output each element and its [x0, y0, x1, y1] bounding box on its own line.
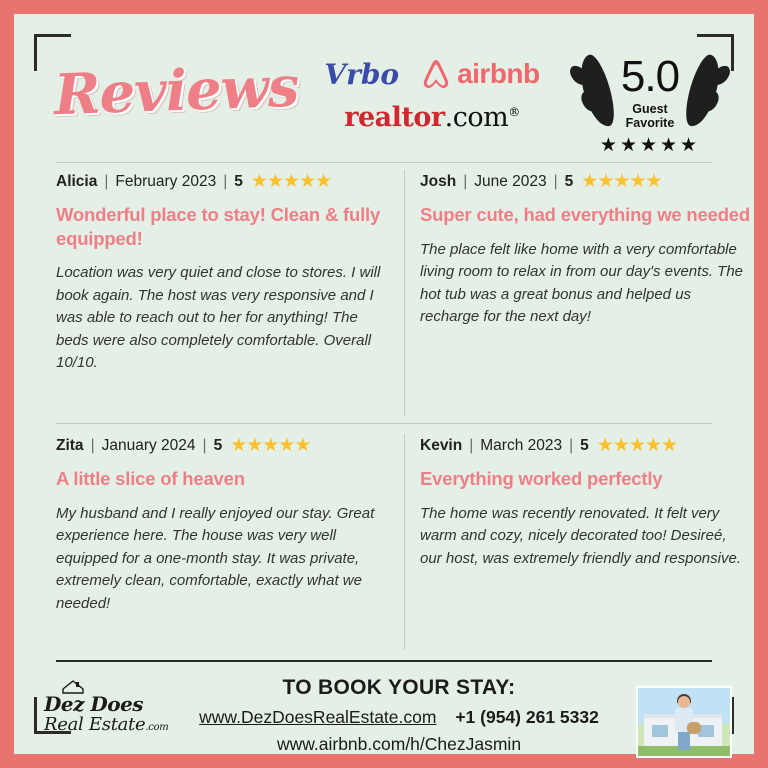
- review-meta: [420, 434, 750, 457]
- brand-logo-dez-does: [44, 692, 184, 748]
- meta-separator: |: [223, 172, 228, 190]
- review-meta: [420, 170, 750, 193]
- vrbo-logo: Vrbo: [324, 57, 400, 91]
- guest-favorite-badge: [580, 50, 720, 168]
- airbnb-listing-link[interactable]: www.airbnb.com/h/ChezJasmin: [276, 734, 522, 754]
- meta-separator: |: [202, 436, 207, 454]
- photo-dog: [687, 722, 701, 734]
- divider-middle: [56, 423, 712, 424]
- review-card: [420, 170, 750, 329]
- divider-footer: [56, 660, 712, 662]
- phone-number[interactable]: +1 (954) 261 5332: [455, 707, 599, 727]
- reviewer-name: Alicia: [56, 172, 98, 190]
- meta-separator: |: [469, 436, 474, 454]
- logo-line-2: [44, 714, 184, 735]
- registered-mark: ®: [508, 105, 520, 119]
- photo-host-head: [678, 696, 690, 708]
- divider-top: [56, 162, 712, 163]
- review-title: Everything worked perfectly: [420, 468, 663, 489]
- review-date: January 2024: [101, 436, 196, 454]
- logo-line-2-text: Real Estate: [44, 714, 146, 735]
- meta-separator: |: [569, 436, 574, 454]
- meta-separator: |: [90, 436, 95, 454]
- badge-label-line2: Favorite: [625, 116, 675, 130]
- review-date: February 2023: [115, 172, 217, 190]
- review-body: Location was very quiet and close to stores. I will book again. The host was very responsive and I was able to reach out to her for anything! The beds were also completely comfortable. Overall 10/10.: [56, 264, 381, 372]
- photo-host-legs: [678, 732, 690, 750]
- brand-row-primary: [282, 52, 582, 96]
- logo-dotcom: .com: [145, 722, 169, 733]
- review-body: My husband and I really enjoyed our stay. Great experience here. The house was very well equipped for a one-month stay. It was private, extremely clean, comfortable, exactly what we needed!: [56, 504, 375, 612]
- review-body: The home was recently renovated. It felt very warm and cozy, nicely decorated too! Desireé, our host, was extremely friendly and responsive.: [420, 504, 741, 567]
- review-title: A little slice of heaven: [56, 468, 245, 489]
- review-stars: ★★★★★: [230, 435, 311, 456]
- meta-separator: |: [463, 172, 468, 190]
- review-body: The place felt like home with a very comfortable living room to relax in from our day's events. The hot tub was a great bonus and helped us recharge for the next day!: [420, 240, 743, 326]
- divider-vertical-top: [404, 170, 405, 416]
- badge-label: [580, 102, 720, 130]
- reviewer-name: Josh: [420, 172, 457, 190]
- host-photo: [636, 686, 732, 758]
- review-stars: ★★★★★: [250, 171, 332, 192]
- review-stars: ★★★★★: [596, 435, 677, 456]
- review-card: [56, 434, 386, 615]
- page-title: Reviews: [52, 53, 300, 129]
- header: [14, 36, 754, 156]
- footer: [14, 668, 754, 754]
- booking-info: [184, 676, 614, 755]
- review-title: Wonderful place to stay! Clean & fully equipped!: [56, 204, 381, 249]
- review-rating-value: 5: [564, 172, 574, 190]
- contact-row: [184, 707, 614, 728]
- badge-label-line1: Guest: [632, 102, 668, 116]
- brand-logos: [282, 52, 582, 133]
- divider-vertical-bottom: [404, 434, 405, 650]
- review-date: March 2023: [480, 436, 563, 454]
- review-stars: ★★★★★: [581, 171, 662, 192]
- review-title: Super cute, had everything we needed: [420, 204, 751, 225]
- badge-score: 5.0: [620, 52, 680, 101]
- booking-heading: TO BOOK YOUR STAY:: [282, 676, 516, 699]
- review-rating-value: 5: [234, 172, 243, 190]
- review-meta: [56, 170, 386, 193]
- review-card: [420, 434, 750, 570]
- realtor-dotcom: .com: [444, 102, 509, 133]
- review-rating-value: 5: [580, 436, 589, 454]
- airbnb-logo: [421, 58, 540, 90]
- badge-stars: ★★★★★: [599, 135, 701, 156]
- meta-separator: |: [104, 172, 109, 190]
- poster-card: [14, 14, 754, 754]
- realtor-word: realtor: [344, 102, 445, 133]
- reviewer-name: Zita: [56, 436, 84, 454]
- review-date: June 2023: [474, 172, 547, 190]
- reviewer-name: Kevin: [420, 436, 463, 454]
- airbnb-wordmark: airbnb: [457, 58, 540, 89]
- review-card: [56, 170, 386, 375]
- logo-line-1: Dez Does: [44, 692, 144, 716]
- meta-separator: |: [553, 172, 558, 190]
- review-rating-value: 5: [213, 436, 223, 454]
- review-meta: [56, 434, 386, 457]
- airbnb-belo-icon: [421, 58, 451, 90]
- website-link[interactable]: www.DezDoesRealEstate.com: [199, 707, 437, 727]
- realtor-logo: [282, 102, 582, 133]
- house-icon: [62, 679, 84, 693]
